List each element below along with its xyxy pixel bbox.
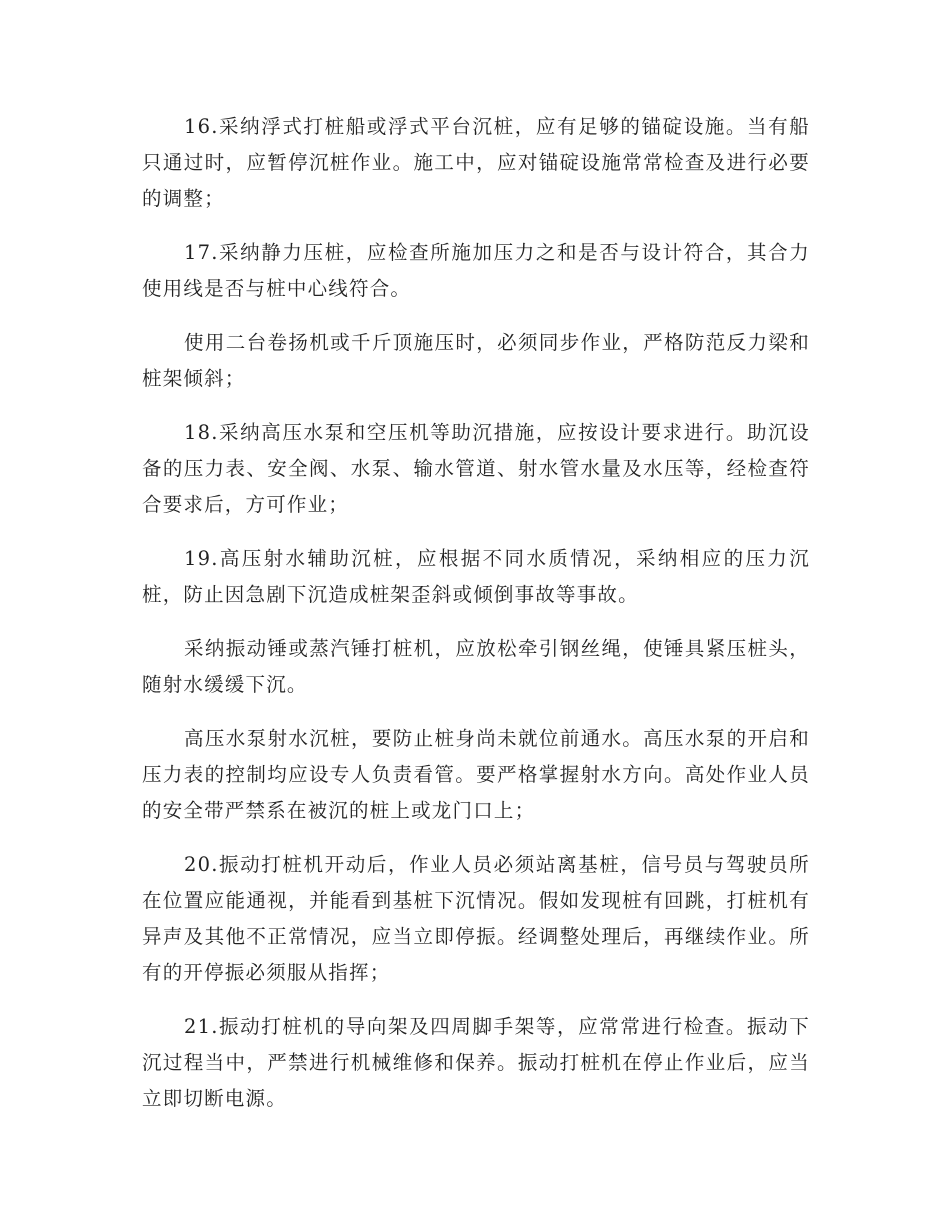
paragraph-17-winch: 使用二台卷扬机或千斤顶施压时，必须同步作业，严格防范反力梁和桩架倾斜；: [142, 331, 810, 390]
paragraph-17: 17.采纳静力压桩，应检查所施加压力之和是否与设计符合，其合力使用线是否与桩中心线符合。: [142, 241, 810, 300]
paragraph-19: 19.高压射水辅助沉桩，应根据不同水质情况，采纳相应的压力沉桩，防止因急剧下沉造成桩架歪斜或倾倒事故等事故。: [142, 547, 810, 606]
paragraph-19-vibro-hammer: 采纳振动锤或蒸汽锤打桩机，应放松牵引钢丝绳，使锤具紧压桩头，随射水缓缓下沉。: [142, 637, 810, 696]
paragraph-21: 21.振动打桩机的导向架及四周脚手架等，应常常进行检查。振动下沉过程当中，严禁进行机械维修和保养。振动打桩机在停止作业后，应当立即切断电源。: [142, 1015, 810, 1110]
paragraph-19-water-jet: 高压水泵射水沉桩，要防止桩身尚未就位前通水。高压水泵的开启和压力表的控制均应设专人负责看管。要严格掌握射水方向。高处作业人员的安全带严禁系在被沉的桩上或龙门口上；: [142, 727, 810, 822]
paragraph-16: 16.采纳浮式打桩船或浮式平台沉桩，应有足够的锚碇设施。当有船只通过时，应暂停沉桩作业。施工中，应对锚碇设施常常检查及进行必要的调整；: [142, 115, 810, 210]
paragraph-18: 18.采纳高压水泵和空压机等助沉措施，应按设计要求进行。助沉设备的压力表、安全阀、水泵、输水管道、射水管水量及水压等，经检查符合要求后，方可作业；: [142, 421, 810, 516]
paragraph-20: 20.振动打桩机开动后，作业人员必须站离基桩，信号员与驾驶员所在位置应能通视，并能看到基桩下沉情况。假如发现桩有回跳，打桩机有异声及其他不正常情况，应当立即停振。经调整处理后，再继续作业。所有的开停振必须服从指挥；: [142, 853, 810, 984]
